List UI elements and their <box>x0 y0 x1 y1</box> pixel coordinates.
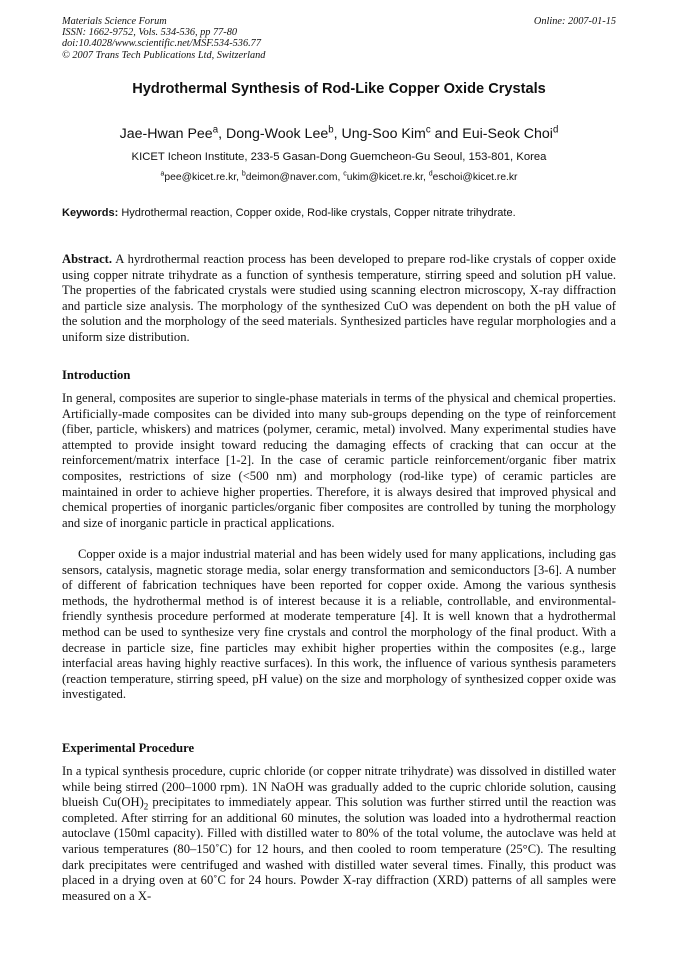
keywords-label: Keywords: <box>62 207 119 219</box>
email-address[interactable]: ukim@kicet.re.kr <box>346 172 423 183</box>
online-date: Online: 2007-01-15 <box>533 16 616 27</box>
author-mark: a <box>212 124 219 136</box>
author-list <box>62 126 616 142</box>
author-name: Jae-Hwan Pee <box>119 126 213 142</box>
experimental-heading: Experimental Procedure <box>62 741 195 755</box>
author-name: Ung-Soo Kim <box>341 126 426 142</box>
journal-doi: doi:10.4028/www.scientific.net/MSF.534-536.77 <box>62 38 261 50</box>
author-separator: , <box>333 126 342 142</box>
abstract-label: Abstract. <box>62 252 113 266</box>
experimental-text-part-2: precipitates to immediately appear. This solution was further stirred until the reaction was completed. After stirring for an additional 60 minutes, the solution was loaded into a hydrothermal reaction autoclave (150ml capacity). Filled with distilled water to 80% of the total volume, the autoclave was held at various temperatures (80–150˚C) for 12 hours, and then cooled to room temperature (25°C). The resulting dark precipitates were centrifuged and washed with distilled water several times. Finally, this product was placed in a drying oven at 60˚C for 24 hours. Powder X-ray diffraction (XRD) patterns of all samples were measured on a X- <box>62 795 616 903</box>
journal-copyright: © 2007 Trans Tech Publications Ltd, Switzerland <box>62 49 266 61</box>
journal-name: Materials Science Forum <box>62 16 167 27</box>
subscript-2: 2 <box>143 801 149 812</box>
introduction-paragraph-1: In general, composites are superior to single-phase materials in terms of the physical and chemical properties. Artificially-made composites can be divided into many sub-groups depending on the type of reinforcement (fiber, particle, whiskers) and matrices (polymer, ceramic, metal) involved. Many experimental studies have attempted to provide insight toward reducing the damaging effects of cracking that can occur at the reinforcement/matrix interface [1-2]. In the case of ceramic particle reinforcement/organic fiber matrix composites, restrictions of size (<500 nm) and morphology (rod-like type) of ceramic particles are maintained in order to achieve higher properties. Therefore, it is always desired that improved physical and chemical properties of inorganic particles/organic fiber composites are controlled by tuning the morphology and size of inorganic particle in practical applications. <box>62 391 616 530</box>
email-address[interactable]: eschoi@kicet.re.kr <box>432 172 518 183</box>
email-separator: , <box>236 172 242 183</box>
email-separator: , <box>423 172 429 183</box>
author-name: Eui-Seok Choi <box>462 126 553 142</box>
experimental-text-part-1: In a typical synthesis procedure, cupric chloride (or copper nitrate trihydrate) was dissolved in distilled water while being stirred (200–1000 rpm). 1N NaOH was gradually added to the cupric chloride solution, causing blueish Cu(OH) <box>62 764 616 810</box>
introduction-paragraph-2: Copper oxide is a major industrial material and has been widely used for many applications, including gas sensors, catalysis, magnetic storage media, solar energy transformation and semiconductors [3-6]. A number of different of fabrication techniques have been reported for copper oxide. Among the various synthesis methods, the hydrothermal method is of interest because it is a reliable, controllable, and environmental-friendly synthesis procedure performed at moderate temperature [4]. It is well known that a hydrothermal method can be used to synthesize very fine crystals and control the morphology of the final product. With a decrease in particle size, fine particles may exhibit higher properties within the composites (e.g., large interfacial areas having highly reactive surfaces). In this work, the influence of various synthesis parameters (reaction temperature, stirring speed, pH value) on the size and morphology of synthesized copper oxide was investigated. <box>62 547 616 702</box>
email-mark: a <box>160 170 165 178</box>
author-separator: , <box>218 126 226 142</box>
paper-title: Hydrothermal Synthesis of Rod-Like Copper Oxide Crystals <box>132 81 546 97</box>
email-mark: b <box>241 170 246 178</box>
keywords <box>62 207 616 219</box>
journal-issn: ISSN: 1662-9752, Vols. 534-536, pp 77-80 <box>62 27 238 39</box>
affiliation: KICET Icheon Institute, 233-5 Gasan-Dong Guemcheon-Gu Seoul, 153-801, Korea <box>131 151 547 163</box>
abstract-text: A hyrdrothermal reaction process has been developed to prepare rod-like crystals of copper oxide using copper nitrate trihydrate as a function of synthesis temperature, stirring speed and solution pH value. The properties of the fabricated crystals were studied using scanning electron microscopy, X-ray diffraction and particle size analysis. The morphology of the synthesized CuO was dependent on both the pH value of the solution and the morphology of the seed materials. Synthesized particles have regular morphologies and a uniform size distribution. <box>62 252 616 344</box>
author-mark: b <box>328 124 334 136</box>
email-address[interactable]: pee@kicet.re.kr <box>164 172 237 183</box>
abstract <box>62 252 616 346</box>
experimental-paragraph-1 <box>62 764 616 904</box>
author-mark: c <box>425 124 431 136</box>
email-separator: , <box>337 172 344 183</box>
email-address[interactable]: deimon@naver.com <box>245 172 338 183</box>
email-list <box>62 172 616 183</box>
introduction-heading: Introduction <box>62 368 131 382</box>
email-mark: d <box>428 170 433 178</box>
journal-header <box>62 16 616 61</box>
author-mark: d <box>552 124 559 136</box>
email-mark: c <box>343 170 347 178</box>
keywords-text: Hydrothermal reaction, Copper oxide, Rod-like crystals, Copper nitrate trihydrate. <box>121 207 516 219</box>
author-separator: and <box>430 126 463 142</box>
author-name: Dong-Wook Lee <box>225 126 329 142</box>
